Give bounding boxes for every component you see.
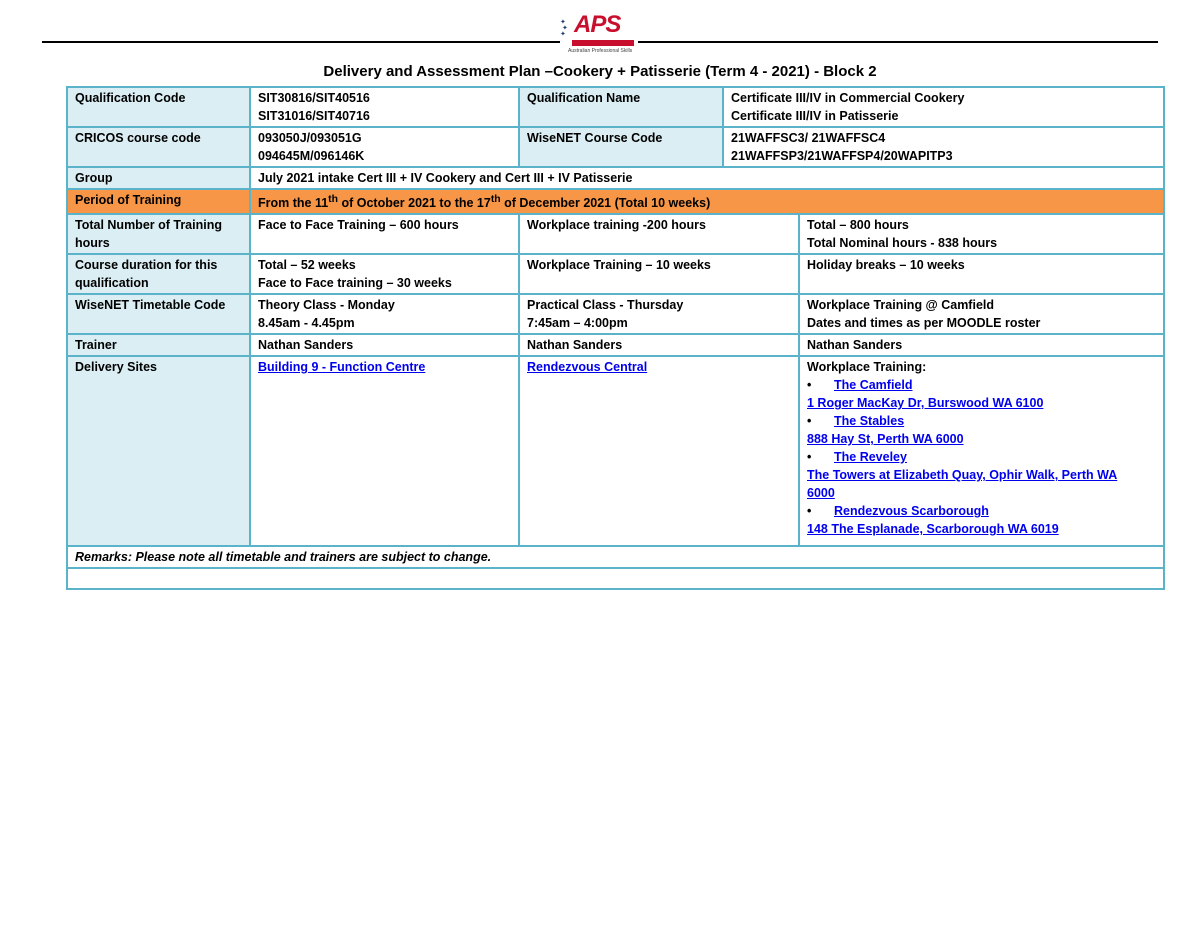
workplace-hours: Workplace training -200 hours — [519, 214, 799, 254]
wisenet-course-codes — [723, 127, 1164, 167]
list-item — [807, 502, 1156, 520]
scarborough-address-link[interactable]: 148 The Esplanade, Scarborough WA 6019 — [807, 522, 1059, 537]
reveley-address-link[interactable]: The Towers at Elizabeth Quay, Ophir Walk, Perth WA — [807, 468, 1118, 483]
qualification-code-1: SIT30816/SIT40516 — [258, 91, 370, 105]
workplace-venues — [799, 356, 1164, 546]
table-row — [67, 87, 1164, 127]
plan-table — [66, 86, 1165, 590]
group-label: Group — [67, 167, 250, 189]
table-row — [67, 568, 1164, 589]
list-item — [807, 412, 1156, 430]
trainer-practical: Nathan Sanders — [519, 334, 799, 356]
list-item-address — [807, 394, 1156, 412]
cricos-codes — [250, 127, 519, 167]
table-row — [67, 167, 1164, 189]
training-hours-label-2: hours — [75, 236, 110, 251]
period-label: Period of Training — [67, 189, 250, 214]
delivery-sites-label: Delivery Sites — [67, 356, 250, 546]
practical-class-day: Practical Class - Thursday — [527, 298, 684, 313]
logo-wordmark: APS — [574, 11, 621, 38]
logo-bar — [572, 40, 634, 46]
logo-subtitle: Australian Professional Skills — [568, 48, 633, 54]
list-item-address — [807, 466, 1156, 484]
table-row — [67, 356, 1164, 546]
table-row — [67, 127, 1164, 167]
workplace-timetable — [799, 294, 1164, 334]
practical-class-time: 7:45am – 4:00pm — [527, 316, 628, 331]
trainer-theory: Nathan Sanders — [250, 334, 519, 356]
bullet-icon: • — [807, 504, 812, 519]
period-sup-1: th — [328, 194, 338, 205]
duration-holiday: Holiday breaks – 10 weeks — [799, 254, 1164, 294]
theory-class-time: 8.45am - 4.45pm — [258, 316, 355, 331]
workplace-timetable-1: Workplace Training @ Camfield — [807, 298, 994, 313]
delivery-site-1-cell — [250, 356, 519, 546]
reveley-link[interactable]: The Reveley — [834, 450, 907, 465]
qualification-name-1: Certificate III/IV in Commercial Cookery — [731, 91, 965, 105]
qualification-codes — [250, 87, 519, 127]
duration-face: Face to Face training – 30 weeks — [258, 276, 452, 291]
reveley-postcode-link[interactable]: 6000 — [807, 486, 835, 501]
wisenet-code-1: 21WAFFSC3/ 21WAFFSC4 — [731, 131, 886, 145]
cricos-label: CRICOS course code — [67, 127, 250, 167]
bullet-icon: • — [807, 450, 812, 465]
cricos-code-2: 094645M/096146K — [258, 149, 365, 163]
aps-logo — [560, 11, 638, 54]
building-9-link[interactable]: Building 9 - Function Centre — [258, 360, 426, 375]
period-text-start: From the 11 — [258, 196, 329, 211]
course-duration-label — [67, 254, 250, 294]
rendezvous-scarborough-link[interactable]: Rendezvous Scarborough — [834, 504, 989, 519]
stables-link[interactable]: The Stables — [834, 414, 905, 429]
header-rule-left — [42, 41, 560, 43]
trainer-label: Trainer — [67, 334, 250, 356]
period-text-mid: of October 2021 to the 17 — [338, 196, 491, 211]
cricos-code-1: 093050J/093051G — [258, 131, 362, 145]
total-hours-1: Total – 800 hours — [807, 218, 909, 233]
remarks: Remarks: Please note all timetable and trainers are subject to change. — [67, 546, 1164, 568]
rendezvous-central-link[interactable]: Rendezvous Central — [527, 360, 648, 375]
bullet-icon: • — [807, 414, 812, 429]
course-duration-label-2: qualification — [75, 276, 149, 291]
training-hours-label — [67, 214, 250, 254]
list-item — [807, 376, 1156, 394]
course-duration-label-1: Course duration for this — [75, 258, 218, 273]
camfield-address-link[interactable]: 1 Roger MacKay Dr, Burswood WA 6100 — [807, 396, 1044, 411]
timetable-label: WiseNET Timetable Code — [67, 294, 250, 334]
duration-workplace: Workplace Training – 10 weeks — [519, 254, 799, 294]
list-item-address — [807, 520, 1156, 538]
theory-class-day: Theory Class - Monday — [258, 298, 395, 313]
delivery-site-2-cell — [519, 356, 799, 546]
duration-total — [250, 254, 519, 294]
duration-total-1: Total – 52 weeks — [258, 258, 356, 273]
qualification-name-label: Qualification Name — [519, 87, 723, 127]
trainer-workplace: Nathan Sanders — [799, 334, 1164, 356]
wisenet-code-2: 21WAFFSP3/21WAFFSP4/20WAPITP3 — [731, 149, 953, 163]
total-hours — [799, 214, 1164, 254]
table-row — [67, 189, 1164, 214]
list-item — [807, 448, 1156, 466]
stars-icon: ✦ ✦ ✦ — [560, 19, 568, 38]
wisenet-course-label: WiseNET Course Code — [519, 127, 723, 167]
table-row — [67, 254, 1164, 294]
list-item-address — [807, 430, 1156, 448]
table-row — [67, 546, 1164, 568]
face-to-face-hours: Face to Face Training – 600 hours — [250, 214, 519, 254]
group-value: July 2021 intake Cert III + IV Cookery and Cert III + IV Patisserie — [250, 167, 1164, 189]
workplace-timetable-2: Dates and times as per MOODLE roster — [807, 316, 1041, 331]
list-item-address — [807, 484, 1156, 502]
training-hours-label-1: Total Number of Training — [75, 218, 222, 233]
nominal-hours: Total Nominal hours - 838 hours — [807, 236, 998, 251]
qualification-name-2: Certificate III/IV in Patisserie — [731, 109, 899, 123]
stables-address-link[interactable]: 888 Hay St, Perth WA 6000 — [807, 432, 964, 447]
header-rule-right — [638, 41, 1158, 43]
table-row — [67, 294, 1164, 334]
qualification-names — [723, 87, 1164, 127]
workplace-heading: Workplace Training: — [807, 360, 927, 375]
practical-class — [519, 294, 799, 334]
bullet-icon: • — [807, 378, 812, 393]
qualification-code-2: SIT31016/SIT40716 — [258, 109, 370, 123]
theory-class — [250, 294, 519, 334]
document-title: Delivery and Assessment Plan –Cookery + Patisserie (Term 4 - 2021) - Block 2 — [323, 63, 877, 80]
period-text-end: of December 2021 (Total 10 weeks) — [500, 196, 711, 211]
table-row — [67, 214, 1164, 254]
qualification-code-label: Qualification Code — [67, 87, 250, 127]
period-value — [250, 189, 1164, 214]
empty-row — [67, 568, 1164, 589]
period-sup-2: th — [490, 194, 501, 205]
camfield-link[interactable]: The Camfield — [834, 378, 913, 393]
table-row — [67, 334, 1164, 356]
